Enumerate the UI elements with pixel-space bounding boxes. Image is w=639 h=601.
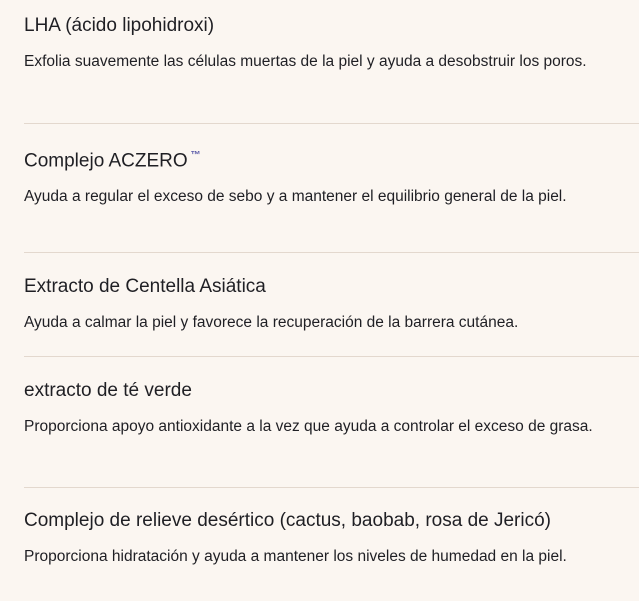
ingredient-item-centella: [24, 275, 639, 335]
ingredient-description: Ayuda a calmar la piel y favorece la recuperación de la barrera cutánea.: [24, 314, 519, 331]
ingredient-title: [24, 509, 639, 533]
ingredient-title: [24, 145, 639, 173]
trademark-symbol: ™: [190, 150, 201, 161]
ingredient-title: [24, 14, 639, 38]
ingredient-item-green-tea: [24, 379, 639, 439]
ingredient-title: [24, 379, 639, 403]
ingredient-name: LHA (ácido lipohidroxi): [24, 15, 215, 36]
ingredient-name: Complejo de relieve desértico (cactus, baobab, rosa de Jericó): [24, 510, 551, 531]
ingredient-description: Proporciona hidratación y ayuda a mantener los niveles de humedad en la piel.: [24, 548, 567, 565]
divider: [24, 252, 639, 253]
ingredient-title: [24, 275, 639, 299]
ingredient-description: Proporciona apoyo antioxidante a la vez que ayuda a controlar el exceso de grasa.: [24, 418, 593, 435]
ingredient-name: Extracto de Centella Asiática: [24, 276, 266, 297]
divider: [24, 356, 639, 357]
divider: [24, 123, 639, 124]
ingredient-description: Exfolia suavemente las células muertas de la piel y ayuda a desobstruir los poros.: [24, 53, 587, 70]
ingredient-description: Ayuda a regular el exceso de sebo y a mantener el equilibrio general de la piel.: [24, 188, 567, 206]
divider: [24, 487, 639, 488]
ingredient-item-lha: [24, 14, 639, 74]
ingredient-name: Complejo ACZERO: [24, 150, 188, 172]
ingredient-name: extracto de té verde: [24, 380, 192, 401]
ingredient-item-aczero: [24, 145, 639, 209]
ingredient-item-desert-complex: [24, 509, 639, 569]
